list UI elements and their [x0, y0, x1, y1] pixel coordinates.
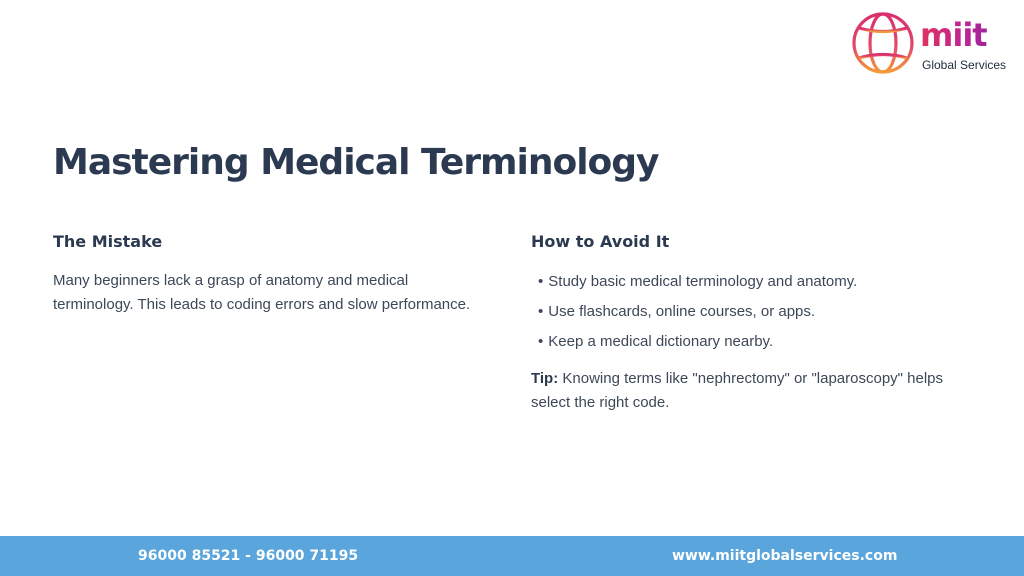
logo-wordmark: miit	[920, 16, 987, 54]
footer-phone: 96000 85521 - 96000 71195	[138, 548, 359, 564]
tip-text: Knowing terms like "nephrectomy" or "laparoscopy" helps select the right code.	[531, 370, 944, 411]
list-item: • Study basic medical terminology and anatomy.	[538, 267, 857, 297]
tip-label: Tip:	[531, 370, 559, 387]
list-item: • Use flashcards, online courses, or apps.	[538, 297, 857, 327]
logo-tagline: Global Services	[922, 58, 1007, 72]
footer-website: www.miitglobalservices.com	[672, 548, 898, 564]
list-item: • Keep a medical dictionary nearby.	[538, 327, 857, 357]
mistake-heading: The Mistake	[53, 232, 163, 251]
avoid-heading: How to Avoid It	[531, 232, 670, 251]
avoid-list	[538, 267, 857, 357]
footer-bar	[0, 536, 1024, 576]
page-title: Mastering Medical Terminology	[53, 142, 659, 183]
tip-paragraph	[531, 367, 971, 415]
mistake-body: Many beginners lack a grasp of anatomy and medical terminology. This leads to coding errors and slow performance.	[53, 272, 471, 313]
brand-logo	[850, 10, 1020, 80]
globe-icon	[850, 10, 916, 76]
